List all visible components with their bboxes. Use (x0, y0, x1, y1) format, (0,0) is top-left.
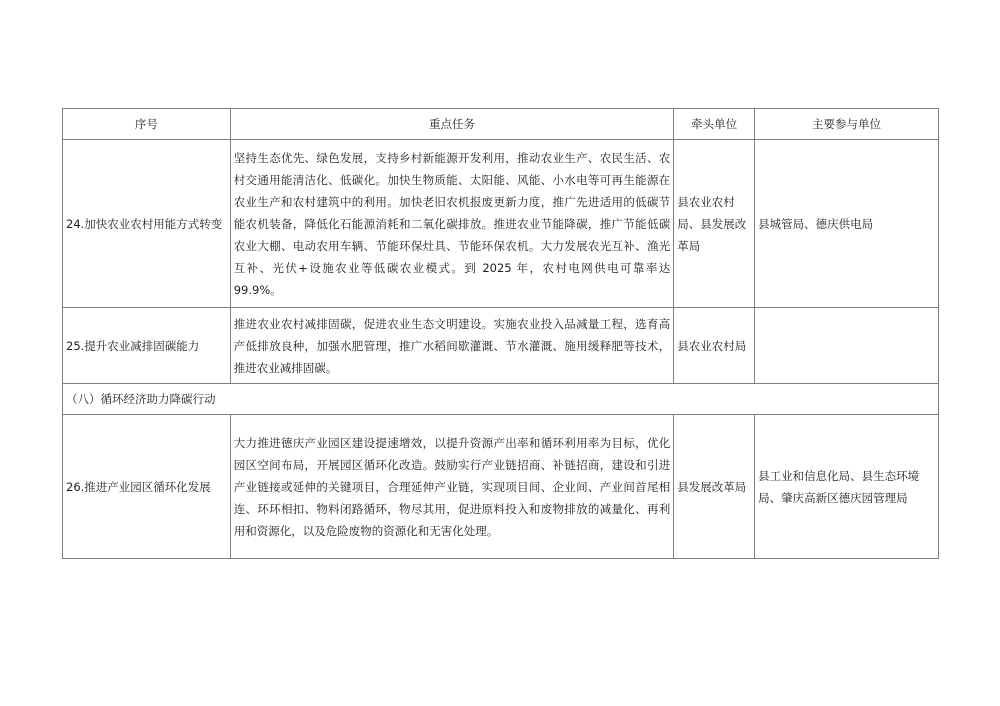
row-lead: 县农业农村局 (674, 308, 755, 384)
task-table (62, 108, 939, 559)
table-row (63, 415, 939, 559)
row-participants: 县工业和信息化局、县生态环境局、肇庆高新区德庆园管理局 (755, 415, 939, 559)
row-task: 大力推进德庆产业园区建设提速增效，以提升资源产出率和循环利用率为目标，优化园区空间布局，开展园区循环化改造。鼓励实行产业链招商、补链招商，建设和引进产业链接或延伸的关键项目，合理延伸产业链，实现项目间、企业间、产业间首尾相连、环环相扣、物料闭路循环，物尽其用，促进原料投入和废物排放的减量化、再利用和资源化，以及危险废物的资源化和无害化处理。 (230, 415, 674, 559)
section-row (63, 384, 939, 415)
row-lead: 县发展改革局 (674, 415, 755, 559)
row-task: 推进农业农村减排固碳，促进农业生态文明建设。实施农业投入品减量工程，选育高产低排放良种，加强水肥管理，推广水稻间歇灌溉、节水灌溉、施用缓释肥等技术，推进农业减排固碳。 (230, 308, 674, 384)
row-name: 25.提升农业减排固碳能力 (63, 308, 231, 384)
header-participants: 主要参与单位 (755, 109, 939, 140)
header-lead: 牵头单位 (674, 109, 755, 140)
table-row (63, 140, 939, 308)
table-row (63, 308, 939, 384)
table-header-row (63, 109, 939, 140)
row-participants: 县城管局、德庆供电局 (755, 140, 939, 308)
row-name: 26.推进产业园区循环化发展 (63, 415, 231, 559)
row-participants (755, 308, 939, 384)
row-name: 24.加快农业农村用能方式转变 (63, 140, 231, 308)
section-title: （八）循环经济助力降碳行动 (63, 384, 939, 415)
header-seq: 序号 (63, 109, 231, 140)
header-task: 重点任务 (230, 109, 674, 140)
row-task: 坚持生态优先、绿色发展，支持乡村新能源开发利用，推动农业生产、农民生活、农村交通用能清洁化、低碳化。加快生物质能、太阳能、风能、小水电等可再生能源在农业生产和农村建筑中的利用。加快老旧农机报废更新力度，推广先进适用的低碳节能农机装备，降低化石能源消耗和二氧化碳排放。推进农业节能降碳，推广节能低碳农业大棚、电动农用车辆、节能环保灶具、节能环保农机。大力发展农光互补、渔光互补、光伏+设施农业等低碳农业模式。到 2025 年，农村电网供电可靠率达 99.9%。 (230, 140, 674, 308)
row-lead: 县农业农村局、县发展改革局 (674, 140, 755, 308)
